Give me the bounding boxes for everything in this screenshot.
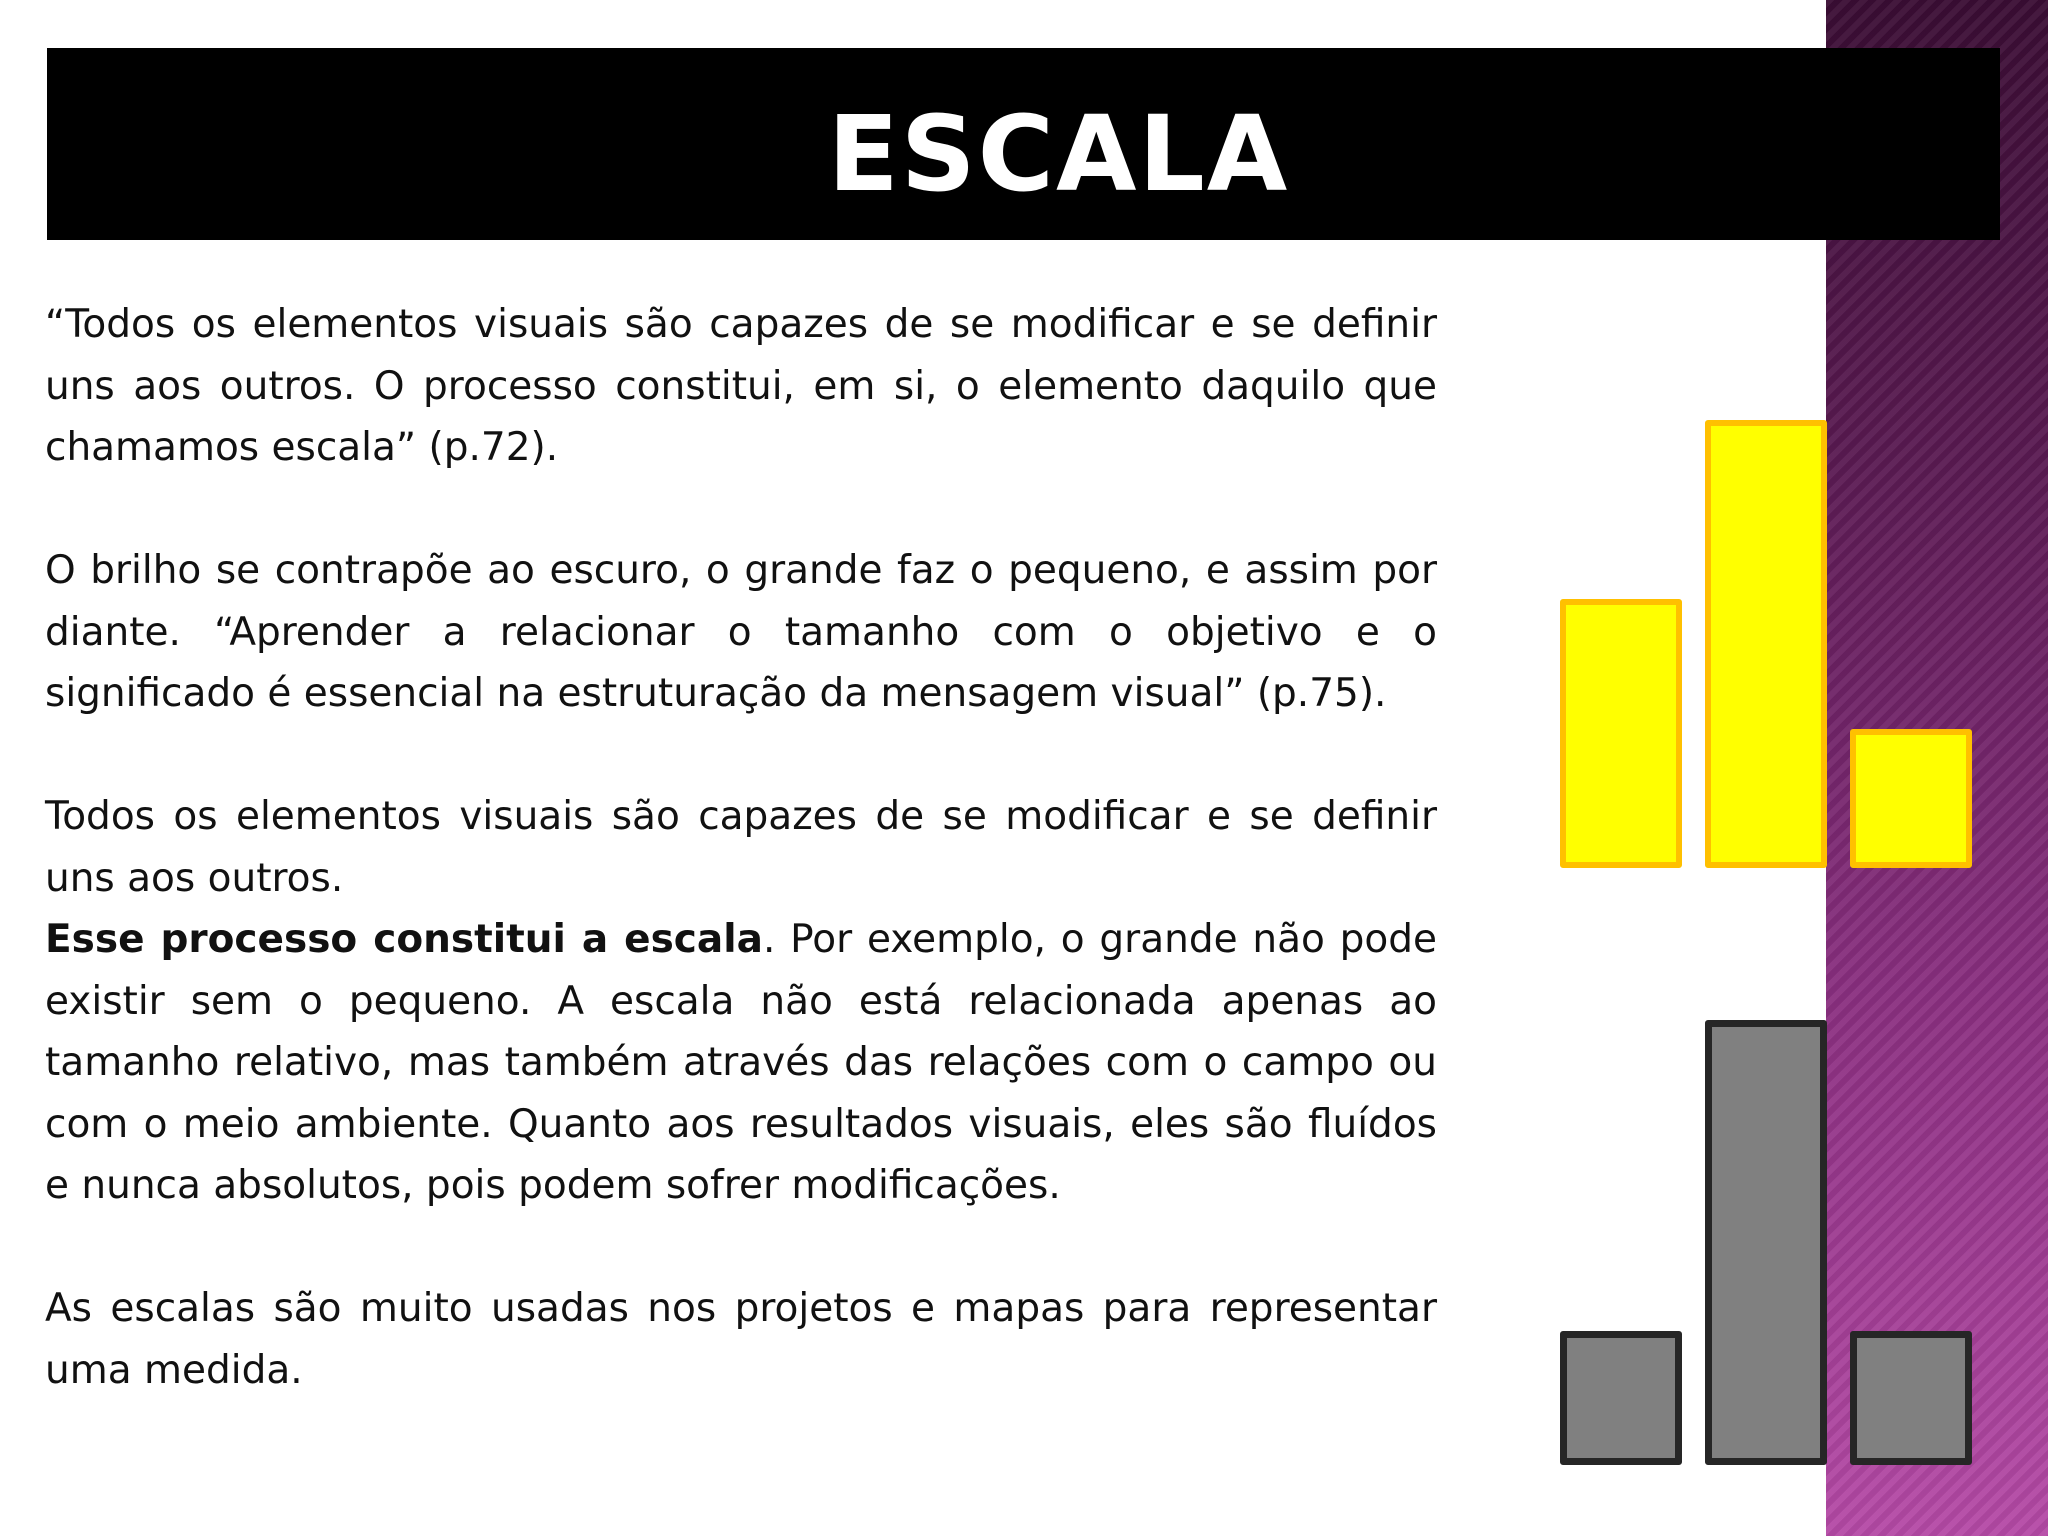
yellow-bar-middle (1705, 420, 1827, 868)
body-text (45, 294, 1437, 1401)
paragraph-quote-1: “Todos os elementos visuais são capazes de se modificar e se definir uns aos outros. O processo constitui, em si, o elemento daquilo que chamamos escala” (p.72). (45, 302, 1437, 470)
bold-lead-text: Esse processo constitui a escala (45, 917, 763, 962)
paragraph-usage: As escalas são muito usadas nos projetos e mapas para representar uma medida. (45, 1286, 1437, 1393)
gray-bar-middle (1705, 1020, 1827, 1465)
paragraph-spacer (45, 1217, 1437, 1279)
scale-process-text: . Por exemplo, o grande não pode existir sem o pequeno. A escala não está relacionada apenas ao tamanho relativo, mas também através das relações com o campo ou com o meio ambiente. Quanto aos resultados visuais, eles são fluídos e nunca absolutos, pois podem sofrer modificações. (45, 917, 1438, 1208)
yellow-bar-right (1850, 729, 1972, 868)
gray-bar-right (1850, 1331, 1972, 1465)
paragraph-spacer (45, 479, 1437, 541)
title-bar (47, 48, 2000, 240)
gray-bar-left (1560, 1331, 1682, 1465)
paragraph-scale-process (45, 909, 1437, 1217)
paragraph-quote-2: O brilho se contrapõe ao escuro, o grande faz o pequeno, e assim por diante. “Aprender a relacionar o tamanho com o objetivo e o significado é essencial na estruturação da mensagem visual” (p.75). (45, 548, 1437, 716)
slide-title: ESCALA (827, 93, 1290, 215)
decorative-bar-graphic (1560, 420, 1990, 1470)
yellow-bar-left (1560, 599, 1682, 868)
paragraph-elements: Todos os elementos visuais são capazes de se modificar e se definir uns aos outros. (45, 794, 1437, 901)
paragraph-spacer (45, 725, 1437, 787)
